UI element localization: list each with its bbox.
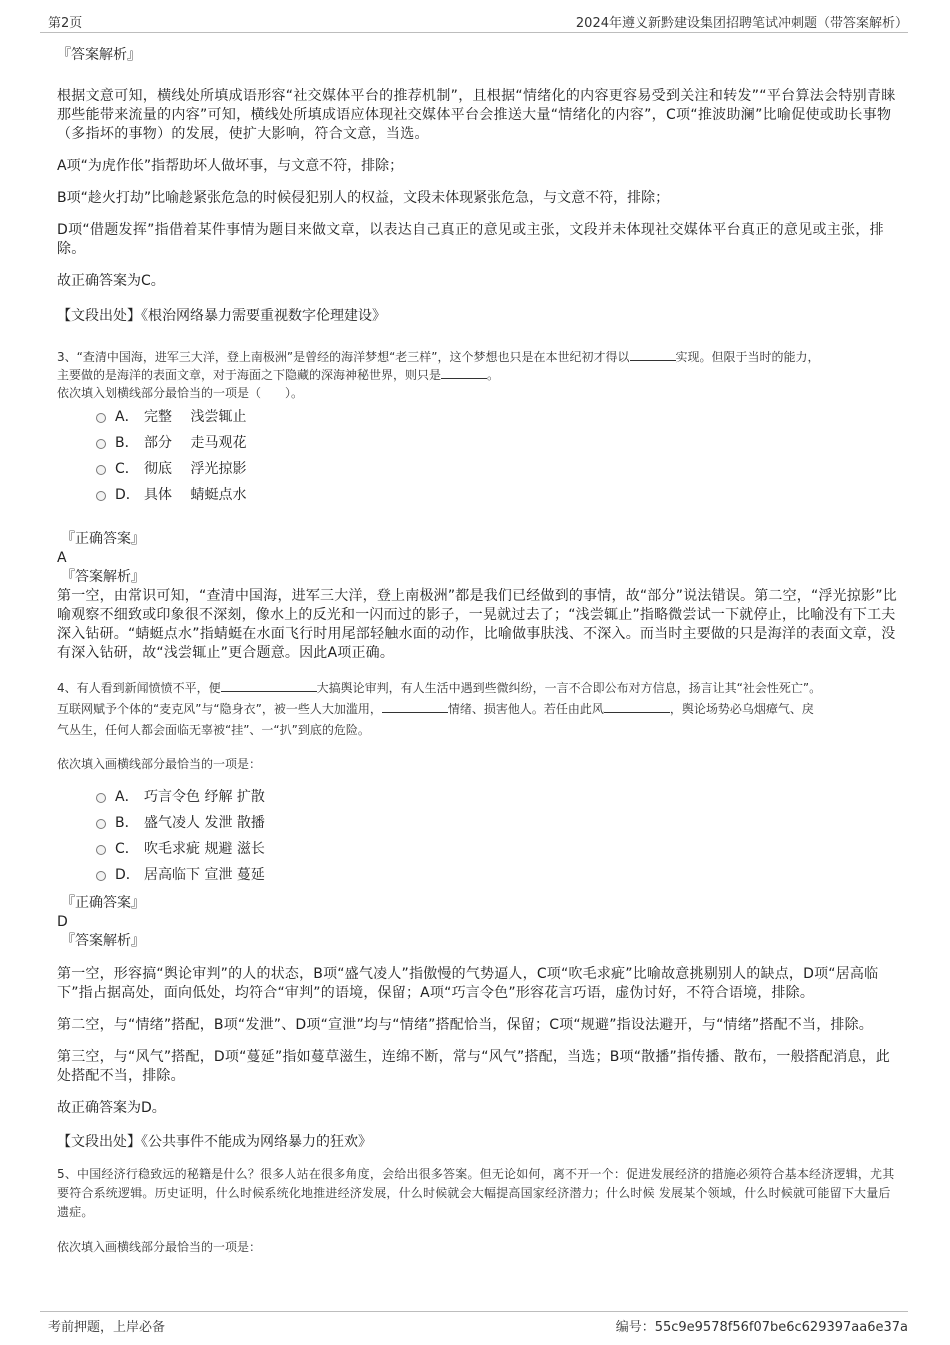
fill-blank xyxy=(441,366,487,379)
option-a[interactable]: A． 巧言令色 纾解 扩散 xyxy=(57,784,897,810)
fill-blank xyxy=(630,348,676,361)
analysis-paragraph: 根据文意可知，横线处所填成语形容“社交媒体平台的推荐机制”，且根据“情绪化的内容更容易受到关注和转发”“平台算法会特别青睐那些能带来流量的内容”可知，横线处所填成语应体现社交媒体平台会推送大量“情绪化的内容”，C项“推波助澜”比喻促使或助长事物（多指坏的事物）的发展，使扩大影响，符合文意，当选。 xyxy=(57,88,896,142)
answer-title: 『正确答案』 xyxy=(61,895,145,911)
analysis-title: 『答案解析』 xyxy=(61,933,145,949)
radio-icon[interactable] xyxy=(96,491,106,501)
question-instruction: 依次填入划横线部分最恰当的一项是（ ）。 xyxy=(57,386,304,400)
option-b[interactable]: B． 盛气凌人 发泄 散播 xyxy=(57,810,897,836)
analysis-paragraph: 第一空，形容搞“舆论审判”的人的状态，B项“盛气凌人”指傲慢的气势逼人，C项“吹毛求疵”比喻故意挑剔别人的缺点，D项“居高临下”指占据高处，面向低处，均符合“审判”的语境，保留；A项“巧言令色”形容花言巧语，虚伪讨好，不符合语境，排除。 xyxy=(57,966,879,1001)
analysis-title: 『答案解析』 xyxy=(61,569,145,585)
question-stem: 5、中国经济行稳致远的秘籍是什么？很多人站在很多角度，会给出很多答案。但无论如何，离不开一个：促进发展经济的措施必须符合基本经济逻辑，尤其要符合系统逻辑。历史证明，什么时候系统化地推进经济发展，什么时候就会大幅提高国家经济潜力；什么时候 发展某个领域，什么时候就可能留下大量后遗症。 xyxy=(57,1167,895,1219)
radio-icon[interactable] xyxy=(96,845,106,855)
footer-slogan: 考前押题，上岸必备 xyxy=(48,1320,166,1335)
option-c[interactable]: C． 吹毛求疵 规避 滋长 xyxy=(57,836,897,862)
analysis-paragraph: D项“借题发挥”指借着某件事情为题目来做文章，以表达自己真正的意见或主张，文段并未体现社交媒体平台真正的意见或主张，排除。 xyxy=(57,222,884,257)
option-c[interactable]: C． 彻底 浮光掠影 xyxy=(57,456,897,482)
question-stem: 主要做的是海洋的表面文章，对于海面之下隐藏的深海神秘世界，则只是 。 xyxy=(57,368,500,382)
fill-blank xyxy=(221,679,317,692)
correct-answer: D xyxy=(57,914,68,930)
fill-blank xyxy=(382,700,448,713)
document-title: 2024年遵义新黔建设集团招聘笔试冲刺题（带答案解析） xyxy=(575,16,908,31)
final-answer: 故正确答案为D。 xyxy=(57,1100,166,1116)
radio-icon[interactable] xyxy=(96,871,106,881)
option-d[interactable]: D． 具体 蜻蜓点水 xyxy=(57,482,897,508)
question-stem: 3、“查清中国海，进军三大洋，登上南极洲”是曾经的海洋梦想“老三样”，这个梦想也只是在本世纪初才得以 实现。但限于当时的能力， xyxy=(57,350,820,364)
document-body xyxy=(57,38,897,1256)
final-answer: 故正确答案为C。 xyxy=(57,273,165,289)
page-header xyxy=(40,10,908,33)
radio-icon[interactable] xyxy=(96,439,106,449)
page-number: 第2页 xyxy=(48,16,83,31)
radio-icon[interactable] xyxy=(96,465,106,475)
source-citation: 【文段出处】《根治网络暴力需要重视数字伦理建设》 xyxy=(57,308,386,324)
question-5 xyxy=(57,1165,897,1256)
options-list xyxy=(57,404,897,508)
analysis-paragraph: 第一空，由常识可知，“查清中国海，进军三大洋，登上南极洲”都是我们已经做到的事情，故“部分”说法错误。第二空，“浮光掠影”比喻观察不细致或印象很不深刻，像水上的反光和一闪而过的影子，一晃就过去了；“浅尝辄止”指略微尝试一下就停止，比喻没有下工夫深入钻研。“蜻蜓点水”指蜻蜓在水面飞行时用尾部轻触水面的动作，比喻做事肤浅、不深入。而当时主要做的只是海洋的表面文章，没有深入钻研，故“浅尝辄止”更合题意。因此A项正确。 xyxy=(57,588,897,661)
question-stem: 4、有人看到新闻愤愤不平，便 大搞舆论审判，有人生活中遇到些微纠纷，一言不合即公布对方信息，扬言让其“社会性死亡”。 互联网赋予个体的“麦克风”与“隐身衣”，被一些人大加滥用， 情绪、损害他人。若任由此风 ，舆论场势必乌烟瘴气、戾 气丛生，任何人都会面临无辜被“挂”、一“扒”到底的危险。 xyxy=(57,681,822,737)
analysis-paragraph: A项“为虎作伥”指帮助坏人做坏事，与文意不符，排除； xyxy=(57,158,404,174)
analysis-title: 『答案解析』 xyxy=(57,47,141,63)
analysis-paragraph: 第二空，与“情绪”搭配，B项“发泄”、D项“宣泄”均与“情绪”搭配恰当，保留；C项“规避”指设法避开，与“情绪”搭配不当，排除。 xyxy=(57,1017,873,1033)
analysis-paragraph: 第三空，与“风气”搭配，D项“蔓延”指如蔓草滋生，连绵不断，常与“风气”搭配，当选；B项“散播”指传播、散布，一般搭配消息，此处搭配不当，排除。 xyxy=(57,1049,891,1084)
document-id: 编号：55c9e9578f56f07be6c629397aa6e37a xyxy=(615,1320,908,1335)
source-citation: 【文段出处】《公共事件不能成为网络暴力的狂欢》 xyxy=(57,1134,372,1150)
answer-title: 『正确答案』 xyxy=(61,531,145,547)
option-d[interactable]: D． 居高临下 宣泄 蔓延 xyxy=(57,862,897,888)
analysis-paragraph: B项“趁火打劫”比喻趁紧张危急的时候侵犯别人的权益，文段未体现紧张危急，与文意不符，排除； xyxy=(57,190,670,206)
option-b[interactable]: B． 部分 走马观花 xyxy=(57,430,897,456)
page-footer xyxy=(40,1311,908,1336)
question-instruction: 依次填入画横线部分最恰当的一项是： xyxy=(57,757,262,771)
question-4 xyxy=(57,678,897,1152)
radio-icon[interactable] xyxy=(96,819,106,829)
question-instruction: 依次填入画横线部分最恰当的一项是： xyxy=(57,1240,262,1254)
options-list xyxy=(57,784,897,888)
fill-blank xyxy=(604,700,670,713)
question-3 xyxy=(57,348,897,663)
option-a[interactable]: A． 完整 浅尝辄止 xyxy=(57,404,897,430)
radio-icon[interactable] xyxy=(96,793,106,803)
radio-icon[interactable] xyxy=(96,413,106,423)
correct-answer: A xyxy=(57,550,67,566)
